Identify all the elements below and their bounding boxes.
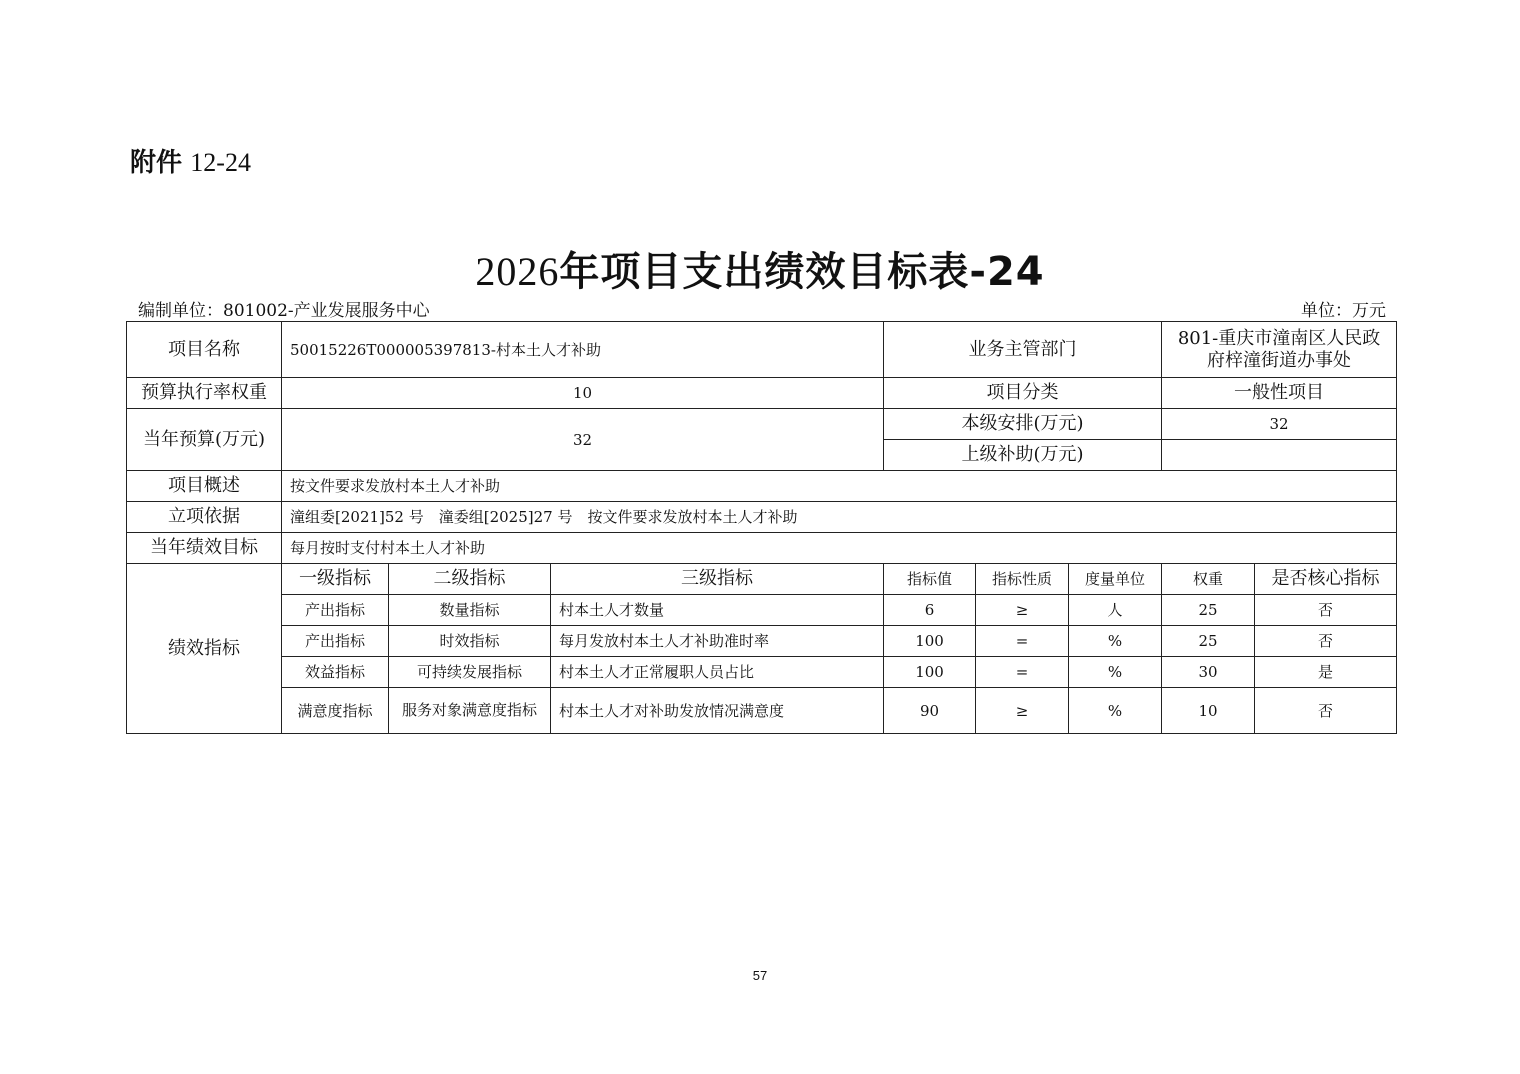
row-goal	[127, 533, 1397, 564]
weight-label: 预算执行率权重	[127, 378, 282, 409]
cell-level1: 满意度指标	[282, 688, 389, 734]
header-unit: 度量单位	[1069, 564, 1162, 595]
table-row	[127, 595, 1397, 626]
goal-value: 每月按时支付村本土人才补助	[282, 533, 1397, 564]
overview-label: 项目概述	[127, 471, 282, 502]
upper-label: 上级补助(万元)	[884, 440, 1162, 471]
budget-value: 32	[282, 409, 884, 471]
weight-value: 10	[282, 378, 884, 409]
header-level1: 一级指标	[282, 564, 389, 595]
cell-core: 是	[1255, 657, 1397, 688]
cell-level2: 可持续发展指标	[389, 657, 551, 688]
header-level2: 二级指标	[389, 564, 551, 595]
row-basis	[127, 502, 1397, 533]
row-weight	[127, 378, 1397, 409]
local-value: 32	[1162, 409, 1397, 440]
cell-level3: 村本土人才正常履职人员占比	[551, 657, 884, 688]
cell-value: 100	[884, 657, 976, 688]
attachment-number: 12-24	[190, 148, 251, 177]
cell-level2: 时效指标	[389, 626, 551, 657]
category-label: 项目分类	[884, 378, 1162, 409]
cell-unit: %	[1069, 626, 1162, 657]
cell-weight: 30	[1162, 657, 1255, 688]
performance-table	[126, 321, 1397, 734]
cell-level1: 效益指标	[282, 657, 389, 688]
row-project-name	[127, 322, 1397, 378]
cell-core: 否	[1255, 626, 1397, 657]
cell-nature: =	[976, 626, 1069, 657]
cell-level2: 数量指标	[389, 595, 551, 626]
page-number: 57	[752, 968, 768, 983]
local-label: 本级安排(万元)	[884, 409, 1162, 440]
indicators-section-label: 绩效指标	[127, 564, 282, 734]
title-text: 年项目支出绩效目标表-24	[559, 249, 1045, 295]
cell-unit: %	[1069, 657, 1162, 688]
cell-value: 90	[884, 688, 976, 734]
compile-unit: 编制单位：801002-产业发展服务中心	[138, 301, 430, 321]
indicator-header-row	[127, 564, 1397, 595]
cell-level1: 产出指标	[282, 595, 389, 626]
header-level3: 三级指标	[551, 564, 884, 595]
category-value: 一般性项目	[1162, 378, 1397, 409]
cell-core: 否	[1255, 595, 1397, 626]
goal-label: 当年绩效目标	[127, 533, 282, 564]
attachment-label	[130, 142, 251, 179]
cell-core: 否	[1255, 688, 1397, 734]
overview-value: 按文件要求发放村本土人才补助	[282, 471, 1397, 502]
header-value: 指标值	[884, 564, 976, 595]
project-name-value: 50015226T000005397813-村本土人才补助	[282, 322, 884, 378]
cell-level2: 服务对象满意度指标	[389, 688, 551, 734]
title-year: 2026	[475, 249, 560, 294]
cell-level3: 每月发放村本土人才补助准时率	[551, 626, 884, 657]
cell-nature: =	[976, 657, 1069, 688]
cell-nature: ≥	[976, 688, 1069, 734]
table-row	[127, 626, 1397, 657]
currency-unit: 单位：万元	[1301, 301, 1386, 321]
cell-level3: 村本土人才数量	[551, 595, 884, 626]
cell-value: 6	[884, 595, 976, 626]
header-nature: 指标性质	[976, 564, 1069, 595]
cell-value: 100	[884, 626, 976, 657]
row-overview	[127, 471, 1397, 502]
attachment-word: 附件	[130, 148, 183, 178]
basis-value: 潼组委[2021]52 号 潼委组[2025]27 号 按文件要求发放村本土人才补助	[282, 502, 1397, 533]
dept-label: 业务主管部门	[884, 322, 1162, 378]
dept-value: 801-重庆市潼南区人民政府梓潼街道办事处	[1162, 322, 1397, 378]
cell-level3: 村本土人才对补助发放情况满意度	[551, 688, 884, 734]
cell-nature: ≥	[976, 595, 1069, 626]
cell-level1: 产出指标	[282, 626, 389, 657]
budget-label: 当年预算(万元)	[127, 409, 282, 471]
page-title	[0, 240, 1520, 297]
row-budget-local	[127, 409, 1397, 440]
cell-weight: 10	[1162, 688, 1255, 734]
cell-weight: 25	[1162, 595, 1255, 626]
cell-unit: %	[1069, 688, 1162, 734]
table-row	[127, 688, 1397, 734]
header-core: 是否核心指标	[1255, 564, 1397, 595]
basis-label: 立项依据	[127, 502, 282, 533]
project-name-label: 项目名称	[127, 322, 282, 378]
upper-value	[1162, 440, 1397, 471]
cell-weight: 25	[1162, 626, 1255, 657]
table-row	[127, 657, 1397, 688]
cell-unit: 人	[1069, 595, 1162, 626]
header-weight: 权重	[1162, 564, 1255, 595]
